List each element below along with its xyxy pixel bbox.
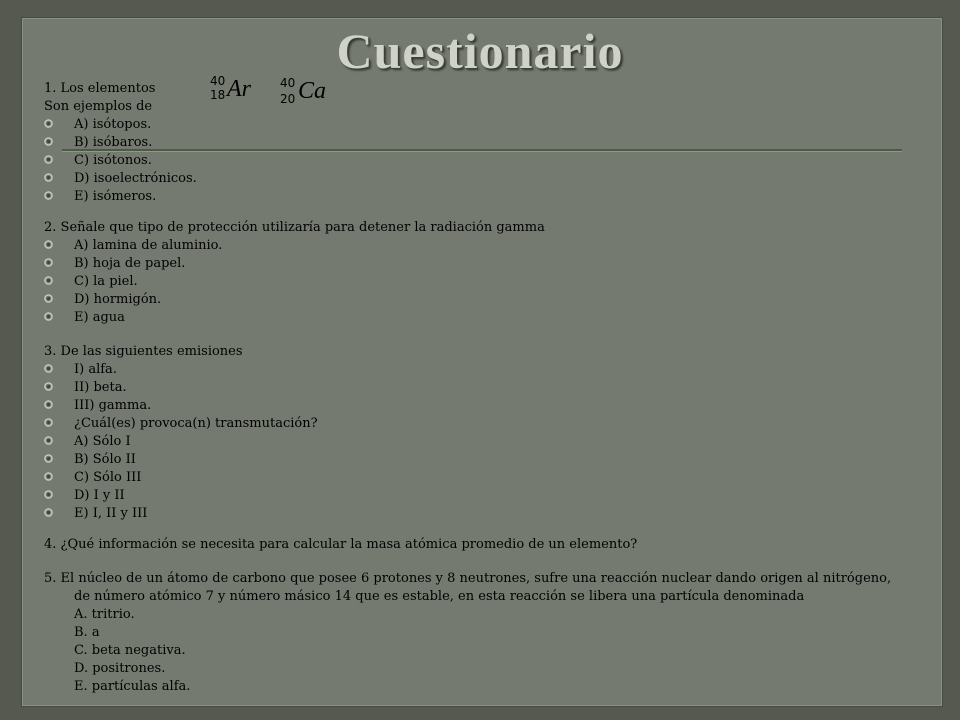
q1-line2: Son ejemplos de: [44, 99, 153, 114]
bullet-icon: [44, 294, 53, 303]
q5-line2: de número atómico 7 y número másico 14 que es estable, en esta reacción se libera una partícula denominada: [74, 589, 805, 604]
bullet-icon: [44, 454, 53, 463]
q5-option: C. beta negativa.: [74, 643, 186, 658]
isotope-calcium-number: 20: [280, 92, 296, 106]
bullet-icon: [44, 364, 53, 373]
bullet-icon: [44, 490, 53, 499]
bullet-icon: [44, 258, 53, 267]
q2-text: 2. Señale que tipo de protección utilizaría para detener la radiación gamma: [44, 220, 545, 235]
slide-title: Cuestionario: [336, 23, 624, 79]
bullet-icon: [44, 400, 53, 409]
isotope-calcium-symbol: Ca: [298, 78, 327, 104]
q3-text: 3. De las siguientes emisiones: [44, 344, 243, 359]
q5-option: B. a: [74, 625, 100, 640]
q5-option: D. positrones.: [74, 661, 166, 676]
q5-option: E. partículas alfa.: [74, 679, 191, 694]
bullet-icon: [44, 137, 53, 146]
bullet-icon: [44, 119, 53, 128]
bullet-icon: [44, 508, 53, 517]
q1-line1: 1. Los elementos: [44, 81, 156, 96]
bullet-icon: [44, 382, 53, 391]
bullet-icon: [44, 472, 53, 481]
bullet-icon: [44, 276, 53, 285]
isotope-argon-symbol: Ar: [227, 76, 251, 102]
bullet-icon: [44, 155, 53, 164]
isotope-argon: [210, 74, 260, 108]
q4-text: 4. ¿Qué información se necesita para calcular la masa atómica promedio de un elemento?: [44, 537, 638, 552]
q5-line1: 5. El núcleo de un átomo de carbono que posee 6 protones y 8 neutrones, sufre una reacción nuclear dando origen al nitrógeno,: [44, 571, 892, 586]
bullet-icon: [44, 312, 53, 321]
bullet-icon: [44, 418, 53, 427]
divider-line: [62, 149, 902, 152]
isotope-calcium-mass: 40: [280, 76, 296, 90]
bullet-icon: [44, 173, 53, 182]
bullet-icon: [44, 436, 53, 445]
q5-option: A. tritrio.: [74, 607, 135, 622]
bullet-icon: [44, 240, 53, 249]
isotope-calcium: [280, 76, 340, 112]
bullet-icon: [44, 191, 53, 200]
isotope-argon-number: 18: [210, 88, 226, 102]
isotope-argon-mass: 40: [210, 74, 226, 88]
